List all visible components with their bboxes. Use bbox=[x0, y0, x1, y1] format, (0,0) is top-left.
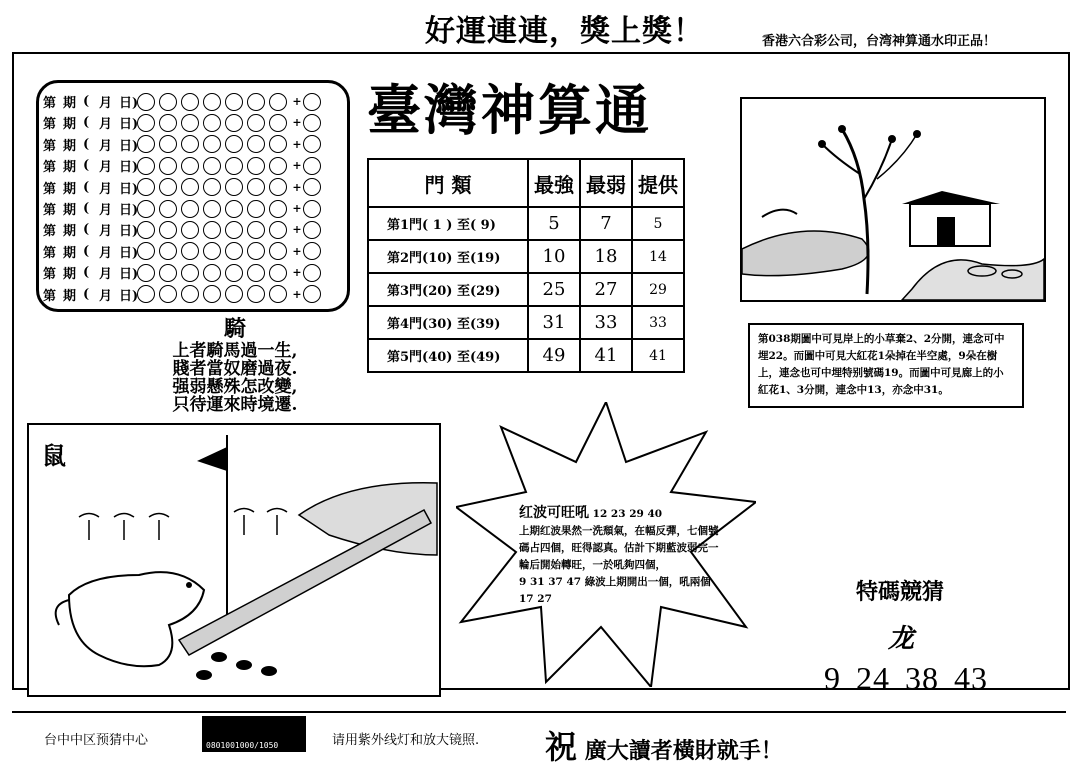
grid-label-month: 月 bbox=[99, 181, 113, 197]
grid-plus: + bbox=[292, 159, 302, 173]
number-circle bbox=[225, 264, 243, 282]
stats-range: 第2門(10) 至(19) bbox=[368, 240, 528, 273]
grid-label-month: 月 bbox=[99, 203, 113, 218]
number-circle bbox=[159, 200, 177, 218]
number-circle bbox=[181, 200, 199, 218]
stats-strong: 10 bbox=[528, 240, 580, 273]
special-circle bbox=[303, 221, 321, 239]
stats-provide: 41 bbox=[632, 339, 684, 372]
house-illustration bbox=[740, 97, 1046, 302]
grid-label-paren: ( bbox=[83, 286, 90, 302]
grid-label-di: 第 bbox=[43, 96, 57, 111]
number-circle bbox=[203, 93, 221, 111]
number-circle bbox=[159, 242, 177, 260]
grid-label-paren: ( bbox=[83, 265, 90, 281]
number-circle bbox=[269, 114, 287, 132]
number-circle bbox=[225, 242, 243, 260]
grid-plus: + bbox=[292, 180, 302, 194]
stats-header-provide: 提供 bbox=[632, 159, 684, 207]
grid-label-day: 日) bbox=[119, 224, 139, 240]
number-circle bbox=[247, 135, 265, 153]
number-circle bbox=[247, 178, 265, 196]
number-circle bbox=[269, 135, 287, 153]
poem-line: 强弱懸殊怎改變, bbox=[172, 377, 298, 397]
grid-plus: + bbox=[292, 137, 302, 151]
grid-plus: + bbox=[292, 244, 302, 258]
number-circle bbox=[225, 114, 243, 132]
grid-label-di: 第 bbox=[43, 288, 57, 304]
grid-label-qi: 期 bbox=[63, 288, 77, 304]
number-circle bbox=[269, 242, 287, 260]
burst-head-nums: 12 23 29 40 bbox=[592, 508, 663, 520]
number-circle bbox=[203, 114, 221, 132]
starburst-text bbox=[519, 505, 724, 608]
grid-row bbox=[43, 284, 325, 305]
top-slogan: 好運連連，獎上獎！ bbox=[425, 14, 704, 49]
grid-plus: + bbox=[292, 266, 302, 280]
special-circle bbox=[303, 200, 321, 218]
grid-label-qi: 期 bbox=[63, 245, 77, 261]
number-circle bbox=[181, 285, 199, 303]
stats-provide: 5 bbox=[632, 207, 684, 240]
special-zodiac: 龙 bbox=[888, 624, 915, 654]
grid-label-qi: 期 bbox=[63, 138, 77, 154]
number-circle bbox=[159, 114, 177, 132]
number-circle bbox=[181, 221, 199, 239]
rat-illustration bbox=[27, 423, 441, 697]
grid-label-di: 第 bbox=[43, 203, 57, 218]
stats-provide: 29 bbox=[632, 273, 684, 306]
grid-row bbox=[43, 91, 325, 112]
grid-row bbox=[43, 198, 325, 219]
grid-label-qi: 期 bbox=[63, 160, 77, 176]
number-circle bbox=[137, 221, 155, 239]
special-circle bbox=[303, 264, 321, 282]
grid-label-day: 日) bbox=[119, 96, 139, 111]
stats-range: 第1門( 1 ) 至( 9) bbox=[368, 207, 528, 240]
stats-header-weak: 最弱 bbox=[580, 159, 632, 207]
burst-nums3: 17 27 bbox=[519, 593, 552, 605]
rat-label: 鼠 bbox=[42, 441, 66, 470]
grid-label-paren: ( bbox=[83, 243, 90, 259]
grid-label-month: 月 bbox=[99, 138, 113, 154]
grid-row bbox=[43, 262, 325, 283]
stats-range: 第3門(20) 至(29) bbox=[368, 273, 528, 306]
grid-row bbox=[43, 112, 325, 133]
number-circle bbox=[247, 93, 265, 111]
number-circle bbox=[159, 93, 177, 111]
footer-right bbox=[545, 722, 783, 768]
grid-label-month: 月 bbox=[99, 160, 113, 176]
number-circle bbox=[159, 178, 177, 196]
special-circle bbox=[303, 93, 321, 111]
number-circle bbox=[225, 221, 243, 239]
grid-row bbox=[43, 155, 325, 176]
number-circle bbox=[247, 285, 265, 303]
stats-strong: 31 bbox=[528, 306, 580, 339]
grid-label-paren: ( bbox=[83, 179, 90, 195]
number-circle bbox=[247, 242, 265, 260]
grid-label-day: 日) bbox=[119, 117, 139, 133]
footer-zhu: 祝 bbox=[545, 728, 578, 766]
grid-label-month: 月 bbox=[99, 224, 113, 240]
clue-box: 第038期圖中可見岸上的小草棄2、2分開，連念可中埋22。而圖中可見大紅花1朵掉在半空處，9朵在樹上，連念也可中埋特别號碼19。而圖中可見廊上的小紅花1、3分開，連念中13，亦念中31。 bbox=[748, 323, 1024, 408]
stats-strong: 25 bbox=[528, 273, 580, 306]
number-circle bbox=[225, 200, 243, 218]
grid-label-month: 月 bbox=[99, 267, 113, 283]
number-circle bbox=[225, 157, 243, 175]
special-circle bbox=[303, 114, 321, 132]
burst-body1: 上期红波果然一洗頹氣，在幅反彈，七個號碼占四個，旺得認真。估計下期藍波弱完一輪后開始轉旺，一於吼夠四個， bbox=[519, 525, 719, 571]
grid-label-qi: 期 bbox=[63, 224, 77, 240]
special-circle bbox=[303, 135, 321, 153]
grid-plus: + bbox=[292, 223, 302, 237]
stats-row bbox=[368, 306, 684, 339]
number-circle bbox=[225, 135, 243, 153]
special-circle bbox=[303, 285, 321, 303]
poem bbox=[160, 316, 310, 414]
grid-label-day: 日) bbox=[119, 138, 139, 154]
stats-weak: 33 bbox=[580, 306, 632, 339]
number-circle bbox=[269, 157, 287, 175]
stats-weak: 27 bbox=[580, 273, 632, 306]
number-circle bbox=[203, 242, 221, 260]
number-circle bbox=[181, 157, 199, 175]
grid-label-month: 月 bbox=[99, 96, 113, 111]
grid-label-di: 第 bbox=[43, 267, 57, 283]
grid-plus: + bbox=[292, 202, 302, 215]
burst-nums2: 9 31 37 47 bbox=[519, 576, 582, 588]
number-circle bbox=[181, 178, 199, 196]
grid-label-paren: ( bbox=[83, 222, 90, 238]
grid-label-di: 第 bbox=[43, 181, 57, 197]
number-circle bbox=[159, 221, 177, 239]
stats-row bbox=[368, 339, 684, 372]
number-circle bbox=[137, 114, 155, 132]
number-circle bbox=[159, 135, 177, 153]
special-circle bbox=[303, 178, 321, 196]
number-circle bbox=[181, 114, 199, 132]
stats-row bbox=[368, 273, 684, 306]
number-circle bbox=[269, 285, 287, 303]
number-circle bbox=[269, 93, 287, 111]
grid-label-qi: 期 bbox=[63, 267, 77, 283]
grid-label-day: 日) bbox=[119, 203, 139, 218]
page-title: 臺灣神算通 bbox=[367, 78, 652, 142]
grid-label-di: 第 bbox=[43, 117, 57, 133]
grid-row bbox=[43, 177, 325, 198]
stats-range: 第4門(30) 至(39) bbox=[368, 306, 528, 339]
grid-label-qi: 期 bbox=[63, 181, 77, 197]
number-circle bbox=[247, 200, 265, 218]
stats-header-category: 門 類 bbox=[368, 159, 528, 207]
poem-line: 只待運來時境遷. bbox=[172, 395, 298, 415]
grid-label-day: 日) bbox=[119, 267, 139, 283]
number-circle bbox=[225, 93, 243, 111]
special-title: 特碼競猜 bbox=[856, 580, 945, 605]
grid-label-di: 第 bbox=[43, 160, 57, 176]
record-grid bbox=[36, 80, 350, 312]
number-circle bbox=[137, 264, 155, 282]
footer-divider bbox=[12, 711, 1066, 713]
stats-header-row bbox=[368, 159, 684, 207]
number-circle bbox=[181, 135, 199, 153]
footer-left: 台中中区预猜中心 bbox=[44, 733, 149, 748]
number-circle bbox=[203, 285, 221, 303]
stats-range: 第5門(40) 至(49) bbox=[368, 339, 528, 372]
number-circle bbox=[181, 242, 199, 260]
grid-label-month: 月 bbox=[99, 117, 113, 133]
number-circle bbox=[203, 264, 221, 282]
number-circle bbox=[225, 285, 243, 303]
number-circle bbox=[203, 200, 221, 218]
stats-weak: 18 bbox=[580, 240, 632, 273]
poem-line: 賤者當奴磨過夜. bbox=[172, 359, 298, 379]
stats-row bbox=[368, 240, 684, 273]
grid-label-paren: ( bbox=[83, 136, 90, 152]
grid-label-day: 日) bbox=[119, 160, 139, 176]
number-circle bbox=[181, 93, 199, 111]
number-circle bbox=[225, 178, 243, 196]
grid-label-di: 第 bbox=[43, 245, 57, 261]
number-circle bbox=[159, 157, 177, 175]
grid-label-qi: 期 bbox=[63, 203, 77, 218]
number-circle bbox=[137, 200, 155, 218]
grid-label-month: 月 bbox=[99, 288, 113, 304]
grid-plus: + bbox=[292, 116, 302, 130]
number-circle bbox=[247, 114, 265, 132]
grid-label-paren: ( bbox=[83, 201, 90, 216]
number-circle bbox=[203, 178, 221, 196]
grid-plus: + bbox=[292, 287, 302, 301]
stats-strong: 49 bbox=[528, 339, 580, 372]
grid-label-qi: 期 bbox=[63, 96, 77, 111]
poem-title: 騎 bbox=[223, 316, 246, 342]
number-circle bbox=[137, 93, 155, 111]
grid-label-day: 日) bbox=[119, 245, 139, 261]
grid-row bbox=[43, 134, 325, 155]
number-circle bbox=[159, 285, 177, 303]
number-circle bbox=[247, 157, 265, 175]
grid-label-di: 第 bbox=[43, 138, 57, 154]
number-circle bbox=[159, 264, 177, 282]
grid-label-paren: ( bbox=[83, 94, 90, 109]
grid-row bbox=[43, 219, 325, 240]
stats-provide: 14 bbox=[632, 240, 684, 273]
number-circle bbox=[203, 221, 221, 239]
number-circle bbox=[269, 178, 287, 196]
stats-weak: 41 bbox=[580, 339, 632, 372]
number-circle bbox=[203, 135, 221, 153]
special-circle bbox=[303, 242, 321, 260]
grid-plus: + bbox=[292, 95, 302, 108]
number-circle bbox=[181, 264, 199, 282]
number-circle bbox=[269, 200, 287, 218]
number-circle bbox=[269, 221, 287, 239]
number-circle bbox=[137, 178, 155, 196]
grid-label-month: 月 bbox=[99, 245, 113, 261]
grid-row bbox=[43, 241, 325, 262]
stats-strong: 5 bbox=[528, 207, 580, 240]
number-circle bbox=[137, 242, 155, 260]
barcode-number: 0801001000/1050 bbox=[206, 741, 279, 750]
grid-label-qi: 期 bbox=[63, 117, 77, 133]
number-circle bbox=[137, 135, 155, 153]
poem-line: 上者騎馬過一生, bbox=[172, 341, 298, 361]
number-circle bbox=[269, 264, 287, 282]
stats-row bbox=[368, 207, 684, 240]
special-numbers: 9 24 38 43 bbox=[824, 660, 988, 696]
number-circle bbox=[247, 221, 265, 239]
grid-label-day: 日) bbox=[119, 181, 139, 197]
grid-label-di: 第 bbox=[43, 224, 57, 240]
number-circle bbox=[247, 264, 265, 282]
grid-label-paren: ( bbox=[83, 115, 90, 131]
stats-provide: 33 bbox=[632, 306, 684, 339]
grid-label-day: 日) bbox=[119, 288, 139, 304]
top-note: 香港六合彩公司，台湾神算通水印正品！ bbox=[762, 34, 997, 49]
grid-label-paren: ( bbox=[83, 158, 90, 174]
burst-head: 红波可旺吼 bbox=[519, 505, 589, 521]
burst-body2: 綠波上期開出一個，吼兩個 bbox=[584, 576, 711, 588]
number-circle bbox=[203, 157, 221, 175]
footer-mid: 请用紫外线灯和放大镜照. bbox=[332, 733, 480, 748]
footer-wish: 廣大讀者橫財就手！ bbox=[584, 739, 783, 764]
special-circle bbox=[303, 157, 321, 175]
number-circle bbox=[137, 157, 155, 175]
stats-table bbox=[367, 158, 685, 373]
stats-header-strong: 最強 bbox=[528, 159, 580, 207]
stats-weak: 7 bbox=[580, 207, 632, 240]
number-circle bbox=[137, 285, 155, 303]
